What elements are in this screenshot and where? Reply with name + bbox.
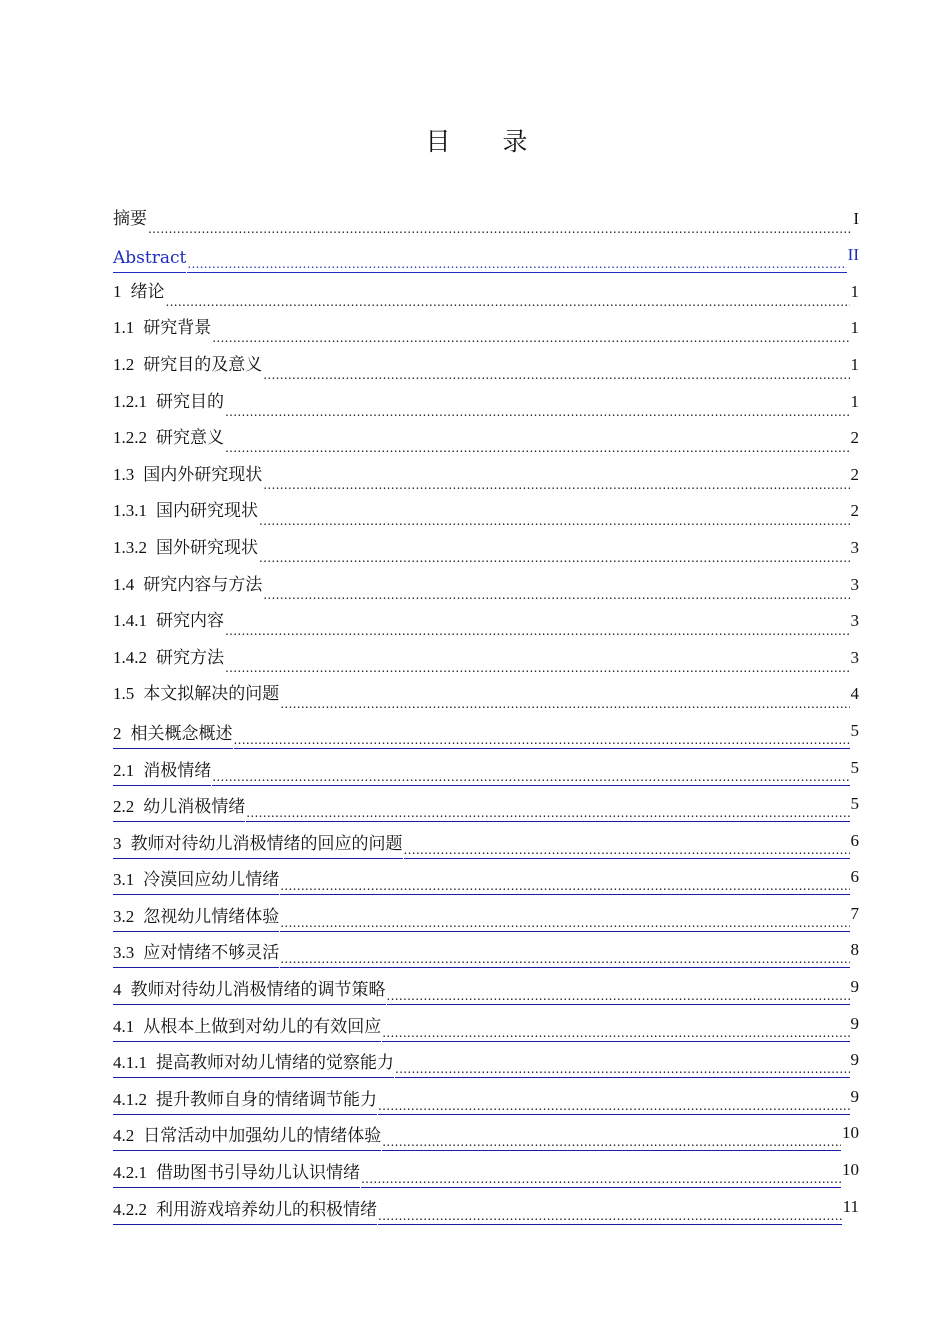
toc-entry[interactable] — [113, 1122, 859, 1159]
toc-entry-number: 1.4 — [113, 574, 135, 594]
toc-page-number: 10 — [842, 1123, 859, 1143]
dot-leader — [263, 464, 849, 500]
dot-leader — [378, 1196, 842, 1225]
toc-page-number: 9 — [850, 1013, 859, 1033]
dot-leader — [187, 244, 846, 273]
toc-entry-title — [113, 1122, 381, 1151]
toc-entry[interactable] — [113, 1012, 859, 1049]
toc-entry-number: 4.1.1 — [113, 1053, 147, 1073]
toc-page-number: II — [847, 245, 859, 265]
toc-entry-label: 国内研究现状 — [156, 501, 258, 522]
toc-entry-number: 1.3 — [113, 464, 135, 484]
dot-leader — [225, 647, 850, 683]
toc-entry[interactable] — [113, 427, 859, 464]
toc-entry[interactable] — [113, 793, 859, 830]
toc-entry-number: 2.1 — [113, 760, 135, 780]
toc-entry-label: 冷漠回应幼儿情绪 — [143, 870, 280, 891]
dot-leader — [280, 866, 849, 895]
dot-leader — [378, 1086, 850, 1115]
toc-page-number: 3 — [850, 574, 859, 594]
toc-entry-number: 3.2 — [113, 906, 135, 926]
dot-leader — [404, 830, 850, 859]
toc-page-number: 2 — [850, 428, 859, 448]
toc-entry-number: 2.2 — [113, 797, 135, 817]
toc-entry-label: 应对情绪不够灵活 — [143, 943, 280, 964]
toc-entry[interactable] — [113, 207, 859, 244]
dot-leader — [225, 610, 850, 646]
toc-entry-label: 本文拟解决的问题 — [143, 684, 280, 705]
toc-entry-label: 国外研究现状 — [156, 537, 258, 558]
toc-entry-number: 3 — [113, 833, 122, 853]
toc-entry-title — [113, 720, 233, 749]
toc-entry-label: 从根本上做到对幼儿的有效回应 — [143, 1016, 382, 1037]
toc-entry-label: 研究目的 — [156, 391, 224, 412]
toc-entry-number: 1.5 — [113, 684, 135, 704]
toc-entry-label: 研究背景 — [143, 318, 212, 339]
dot-leader — [166, 281, 850, 317]
toc-page-number: 1 — [850, 281, 859, 301]
dot-leader — [259, 537, 850, 573]
dot-leader — [387, 976, 850, 1005]
toc-entry-label: 利用游戏培养幼儿的积极情绪 — [156, 1199, 377, 1220]
dot-leader — [212, 317, 849, 353]
toc-page-number: 9 — [850, 1050, 859, 1070]
toc-page-number: 9 — [850, 977, 859, 997]
toc-page-number: 1 — [850, 318, 859, 338]
toc-entry-title — [113, 793, 245, 822]
toc-entry[interactable] — [113, 866, 859, 903]
toc-page-number: 6 — [850, 830, 859, 850]
toc-entry-number: 4.2.2 — [113, 1199, 147, 1219]
toc-page-number: I — [853, 208, 859, 228]
toc-entry-title — [113, 939, 279, 968]
toc-entry-number: 4.1 — [113, 1016, 135, 1036]
toc-entry[interactable] — [113, 1085, 859, 1122]
toc-page-number: 7 — [850, 903, 859, 923]
toc-entry-number: 1.3.2 — [113, 537, 147, 557]
toc-entry-label: 教师对待幼儿消极情绪的回应的问题 — [130, 833, 403, 854]
toc-entry[interactable] — [113, 719, 859, 756]
dot-leader — [263, 354, 849, 390]
toc-entry-title — [113, 1049, 394, 1078]
toc-entry-title — [113, 1013, 381, 1042]
toc-entry[interactable] — [113, 1158, 859, 1195]
toc-entry-label: 摘要 — [113, 208, 147, 229]
toc-entry-number: 1.2.1 — [113, 391, 147, 411]
toc-entry-label: 教师对待幼儿消极情绪的调节策略 — [130, 980, 386, 1001]
toc-entry-number: 4.2.1 — [113, 1163, 147, 1183]
dot-leader — [361, 1159, 841, 1188]
toc-entry-title — [113, 830, 403, 859]
toc-entry-number: 2 — [113, 723, 122, 743]
toc-entry[interactable] — [113, 902, 859, 939]
toc-entry-title — [113, 1086, 377, 1115]
toc-entry[interactable] — [113, 829, 859, 866]
toc-entry-title — [113, 757, 211, 786]
toc-entry-title — [113, 676, 279, 719]
toc-entry-label: Abstract — [113, 248, 187, 269]
toc-page-number: 6 — [850, 867, 859, 887]
toc-entry[interactable] — [113, 280, 859, 317]
toc-entry-label: 消极情绪 — [143, 760, 212, 781]
toc-page-number: 3 — [850, 537, 859, 557]
toc-page-number: 3 — [850, 611, 859, 631]
toc-entry-title — [113, 903, 279, 932]
toc-page-number: 8 — [850, 940, 859, 960]
toc-page-number: 5 — [850, 794, 859, 814]
toc-entry-number: 4 — [113, 980, 122, 1000]
toc-entry-label: 研究方法 — [156, 647, 224, 668]
toc-entry-label: 提高教师对幼儿情绪的觉察能力 — [156, 1053, 394, 1074]
toc-entry[interactable] — [113, 353, 859, 390]
toc-entry-number: 1.2 — [113, 354, 135, 374]
dot-leader — [225, 427, 850, 463]
page-title: 目 录 — [425, 127, 550, 156]
dot-leader — [395, 1049, 850, 1078]
toc-entry[interactable] — [113, 975, 859, 1012]
toc-entry-label: 日常活动中加强幼儿的情绪体验 — [143, 1126, 382, 1147]
toc-page-number: 5 — [850, 720, 859, 740]
toc-entry[interactable] — [113, 939, 859, 976]
toc-entry-number: 1.4.1 — [113, 611, 147, 631]
toc-entry-number: 3.3 — [113, 943, 135, 963]
dot-leader — [148, 208, 852, 244]
toc-entry[interactable] — [113, 244, 859, 281]
toc-page-number: 9 — [850, 1086, 859, 1106]
toc-page-number: 11 — [842, 1196, 859, 1216]
toc-page-number: 3 — [850, 647, 859, 667]
dot-leader — [280, 939, 849, 968]
toc-entry-label: 借助图书引导幼儿认识情绪 — [156, 1163, 360, 1184]
toc-entry[interactable] — [113, 1195, 859, 1232]
toc-entry-number: 1.1 — [113, 318, 135, 338]
toc-entry[interactable] — [113, 1049, 859, 1086]
dot-leader — [280, 903, 849, 932]
toc-entry-title — [113, 866, 279, 895]
toc-entry[interactable] — [113, 390, 859, 427]
toc-entry[interactable] — [113, 573, 859, 610]
toc-page-number: 2 — [850, 501, 859, 521]
dot-leader — [225, 391, 850, 427]
dot-leader — [382, 1122, 841, 1151]
dot-leader — [280, 683, 849, 719]
toc-page-number: 1 — [850, 354, 859, 374]
toc-entry-label: 研究意义 — [156, 428, 224, 449]
toc-entry[interactable] — [113, 610, 859, 647]
toc-entry-title — [113, 244, 186, 273]
toc-page-number: 5 — [850, 757, 859, 777]
toc-entry-number: 1.3.1 — [113, 501, 147, 521]
toc-entry-number: 1.2.2 — [113, 428, 147, 448]
toc-entry-label: 研究内容与方法 — [143, 574, 263, 595]
toc-entry-label: 幼儿消极情绪 — [143, 797, 246, 818]
toc-entry-number: 1.4.2 — [113, 647, 147, 667]
dot-leader — [263, 574, 849, 610]
dot-leader — [382, 1013, 849, 1042]
toc-entry[interactable] — [113, 646, 859, 683]
toc-entry-label: 国内外研究现状 — [143, 464, 263, 485]
toc-entry-title — [113, 1196, 377, 1225]
dot-leader — [234, 720, 850, 749]
toc-entry-title — [113, 976, 386, 1005]
toc-page-number: 4 — [850, 684, 859, 704]
toc-entry[interactable] — [113, 683, 859, 720]
toc-entry-label: 相关概念概述 — [130, 723, 233, 744]
dot-leader — [212, 757, 849, 786]
toc-entry-label: 绪论 — [130, 281, 165, 302]
toc-entry-title — [113, 201, 147, 244]
toc-entry[interactable] — [113, 317, 859, 354]
dot-leader — [259, 500, 850, 536]
dot-leader — [246, 793, 849, 822]
toc-page-number: 2 — [850, 464, 859, 484]
table-of-contents — [113, 207, 859, 1232]
toc-entry-label: 研究目的及意义 — [143, 354, 263, 375]
toc-entry-label: 研究内容 — [156, 611, 224, 632]
toc-entry-label: 忽视幼儿情绪体验 — [143, 906, 280, 927]
toc-entry-number: 1 — [113, 281, 122, 301]
toc-entry-number: 4.2 — [113, 1126, 135, 1146]
toc-page-number: 1 — [850, 391, 859, 411]
toc-entry[interactable] — [113, 756, 859, 793]
toc-entry-title — [113, 1159, 360, 1188]
toc-entry-number: 4.1.2 — [113, 1089, 147, 1109]
toc-entry-label: 提升教师自身的情绪调节能力 — [156, 1089, 377, 1110]
toc-page-number: 10 — [842, 1160, 859, 1180]
toc-entry-number: 3.1 — [113, 870, 135, 890]
